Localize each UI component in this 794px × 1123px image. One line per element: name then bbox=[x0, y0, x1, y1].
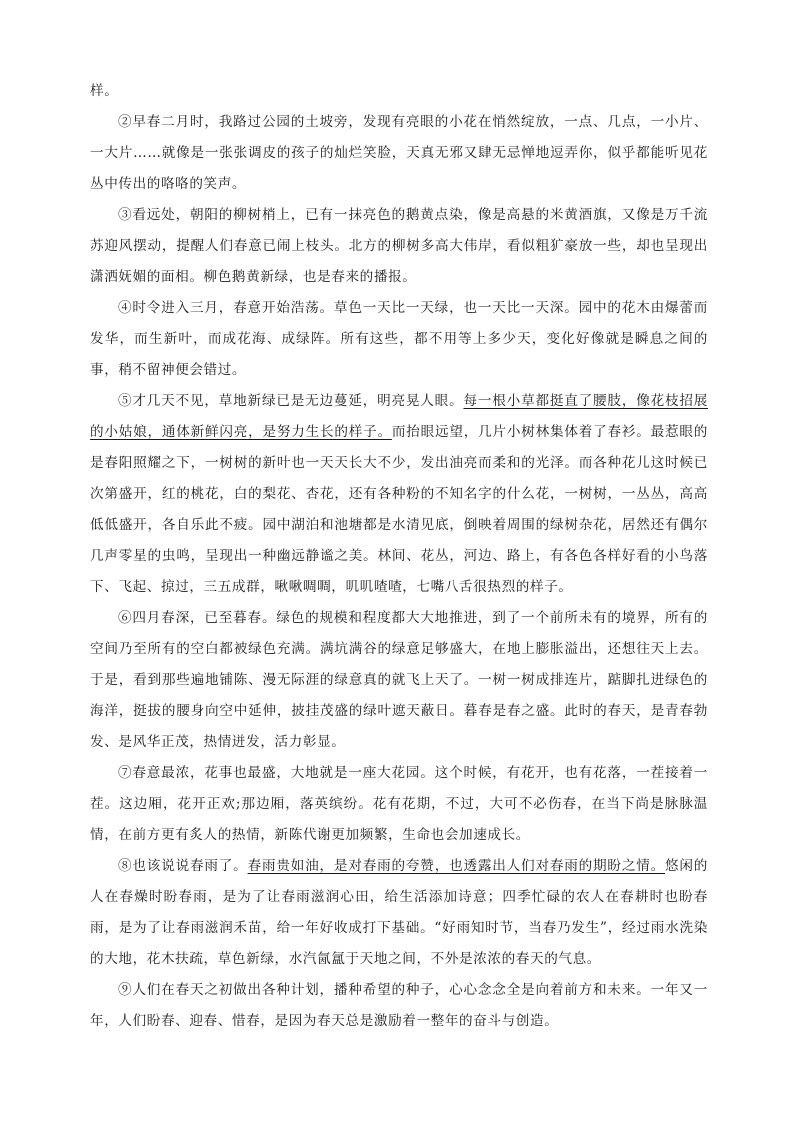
paragraph-text: 悠闲的人在春燥时盼春雨，是为了让春雨滋润心田，给生活添加诗意；四季忙碌的农人在春耕时也盼春雨，是为了让春雨滋润禾苗，给一年好收成打下基础。“好雨知时节，当春乃发生”，经过雨水洗染的大地，花木扶疏，草色新绿，水汽氤氲于天地之间，不外是浓浓的春天的气息。 bbox=[90, 858, 708, 967]
paragraph-7 bbox=[90, 758, 708, 851]
paragraph-text: ④时令进入三月，春意开始浩荡。草色一天比一天绿，也一天比一天深。园中的花木由爆蕾而发华，而生新叶，而成花海、成绿阵。所有这些，都不用等上多少天，变化好像就是瞬息之间的事，稍不留神便会错过。 bbox=[90, 300, 708, 378]
paragraph-8 bbox=[90, 851, 708, 975]
document-page bbox=[90, 76, 708, 1037]
paragraph-text: ⑤才几天不见，草地新绿已是无边蔓延，明亮晃人眼。 bbox=[118, 393, 464, 409]
paragraph-9 bbox=[90, 975, 708, 1037]
underlined-sentence: 春雨贵如油，是对春雨的夸赞，也透露出人们对春雨的期盼之情。 bbox=[247, 858, 666, 874]
underlined-sentence: 每一根小草都挺直了腰肢，像花枝招展的小姑娘，通体新鲜闪亮，是努力生长的样子。 bbox=[90, 393, 708, 440]
paragraph-6 bbox=[90, 603, 708, 758]
paragraph-text: ③看远处，朝阳的柳树梢上，已有一抹亮色的鹅黄点染，像是高悬的米黄酒旗，又像是万千流苏迎风摆动，提醒人们春意已闹上枝头。北方的柳树多高大伟岸，看似粗犷豪放一些，却也呈现出潇洒妩媚的面相。柳色鹅黄新绿，也是春来的播报。 bbox=[90, 207, 708, 285]
paragraph-text: 样。 bbox=[90, 83, 119, 99]
paragraph-text: ⑦春意最浓，花事也最盛，大地就是一座大花园。这个时候，有花开，也有花落，一茬接着一茬。这边厢，花开正欢;那边厢，落英缤纷。花有花期，不过，大可不必伤春，在当下尚是脉脉温情，在前方更有炙人的热情，新陈代谢更加频繁，生命也会加速成长。 bbox=[90, 765, 708, 843]
paragraph-text: ⑨人们在春天之初做出各种计划，播种希望的种子，心心念念全是向着前方和未来。一年又一年，人们盼春、迎春、惜春，是因为春天总是激励着一整年的奋斗与创造。 bbox=[90, 982, 708, 1029]
paragraph-text: 而抬眼远望，几片小树林集体着了春衫。最惹眼的是春阳照耀之下，一树树的新叶也一天天长大不少，发出油亮而柔和的光泽。而各种花儿这时候已次第盛开，红的桃花，白的梨花、杏花，还有各种粉的不知名字的什么花，一树树，一丛丛，高高低低盛开，各自乐此不疲。园中湖泊和池塘都是水清见底，倒映着周围的绿树杂花，居然还有偶尔几声零星的虫鸣，呈现出一种幽远静谧之美。林间、花丛，河边、路上，有各色各样好看的小鸟落下、飞起、掠过，三五成群，啾啾啁啁，叽叽喳喳，七嘴八舌很热烈的样子。 bbox=[90, 424, 708, 595]
paragraph-text: ②早春二月时，我路过公园的土坡旁，发现有亮眼的小花在悄然绽放，一点、几点，一小片、一大片……就像是一张张调皮的孩子的灿烂笑脸，天真无邪又肆无忌惮地逗弄你，似乎都能听见花丛中传出的咯咯的笑声。 bbox=[90, 114, 708, 192]
paragraph-continuation bbox=[90, 76, 708, 107]
paragraph-2 bbox=[90, 107, 708, 200]
paragraph-text: ⑧也该说说春雨了。 bbox=[118, 858, 248, 874]
paragraph-4 bbox=[90, 293, 708, 386]
paragraph-5 bbox=[90, 386, 708, 603]
paragraph-3 bbox=[90, 200, 708, 293]
paragraph-text: ⑥四月春深，已至暮春。绿色的规模和程度都大大地推进，到了一个前所未有的境界，所有的空间乃至所有的空白都被绿色充满。满坑满谷的绿意足够盛大，在地上膨胀溢出，还想往天上去。于是，看到那些遍地铺陈、漫无际涯的绿意真的就飞上天了。一树一树成排连片，踮脚扎进绿色的海洋，挺拔的腰身向空中延伸，披挂茂盛的绿叶遮天蔽日。暮春是春之盛。此时的春天，是青春勃发、是风华正茂，热情迸发，活力彰显。 bbox=[90, 610, 708, 750]
